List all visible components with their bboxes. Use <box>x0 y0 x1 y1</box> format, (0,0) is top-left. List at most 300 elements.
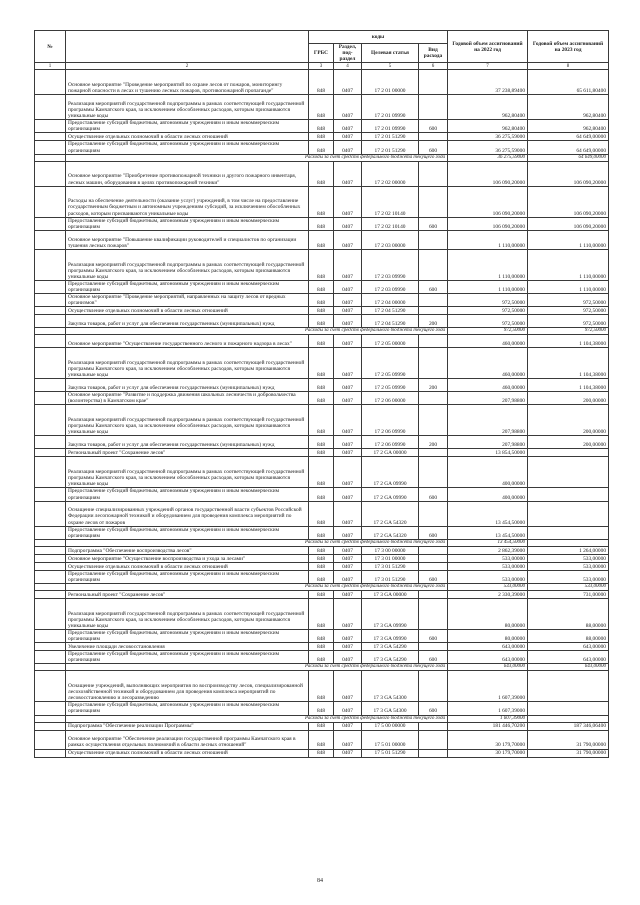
amount-2022: 533,00000 <box>448 562 528 570</box>
target-code: 17 2 02 10140 <box>362 186 419 217</box>
table-row <box>35 629 609 642</box>
page-number: 84 <box>317 878 323 884</box>
row-name: Региональный проект "Сохранение лесов" <box>66 449 309 457</box>
row-name: Предоставление субсидий бюджетным, автономным учреждениям и иным некоммерческим организациям <box>66 651 309 664</box>
section-code: 0407 <box>334 526 362 539</box>
target-code: 17 3 GA 09990 <box>362 629 419 642</box>
row-num-cell <box>35 280 66 293</box>
row-name: Увеличение площади лесовосстановления <box>66 643 309 651</box>
target-code: 17 2 06 00000 <box>362 392 419 405</box>
row-name: Реализация мероприятий государственной подпрограммы в рамках соответствующей государственной программы Камчатского края, за исключением обособленных расходов, которым присваиваются уникальные коды <box>66 405 309 436</box>
amount-2023: 972,50000 <box>528 328 609 335</box>
amount-2023: 1 264,00000 <box>528 546 609 554</box>
expense-type-code <box>419 590 448 598</box>
section-code: 0407 <box>334 722 362 730</box>
amount-2022: 460,00000 <box>448 348 528 379</box>
amount-2022: 972,50000 <box>448 328 528 335</box>
row-num-cell <box>35 307 66 315</box>
grbs-code: 848 <box>309 702 334 715</box>
row-name: Подпрограмма "Обеспечение воспроизводства лесов" <box>66 546 309 554</box>
amount-2023 <box>528 702 609 715</box>
table-row <box>35 457 609 488</box>
amount-2023: 1 110,00000 <box>528 249 609 280</box>
target-code: 17 2 06 09990 <box>362 405 419 436</box>
funding-note-row <box>35 715 609 722</box>
table-row <box>35 120 609 133</box>
row-name: Предоставление субсидий бюджетным, автономным учреждениям и иным некоммерческим организациям <box>66 120 309 133</box>
amount-2022: 106 090,20000 <box>448 186 528 217</box>
row-name: Региональный проект "Сохранение лесов" <box>66 590 309 598</box>
expense-type-code <box>419 554 448 562</box>
table-row <box>35 702 609 715</box>
amount-2022: 972,50000 <box>448 294 528 307</box>
row-name: Оснащение учреждений, выполняющих мероприятия по воспроизводству лесов, специализированной лесохозяйственной техникой и оборудованием для проведения комплекса мероприятий по лесовосстановлению и лесоразведению <box>66 671 309 702</box>
table-row <box>35 70 609 95</box>
grbs-code: 848 <box>309 546 334 554</box>
amount-2023: 533,00000 <box>528 583 609 590</box>
target-code: 17 3 GA 00000 <box>362 590 419 598</box>
row-num-cell <box>35 120 66 133</box>
amount-2023: 88,00000 <box>528 598 609 629</box>
table-row <box>35 133 609 141</box>
header-section: Раздел, под-раздел <box>334 44 362 63</box>
section-code: 0407 <box>334 570 362 583</box>
expense-type-code <box>419 405 448 436</box>
amount-2023: 962,80400 <box>528 120 609 133</box>
amount-2023 <box>528 539 609 546</box>
amount-2023: 88,00000 <box>528 629 609 642</box>
table-row <box>35 488 609 501</box>
amount-2023: 533,00000 <box>528 562 609 570</box>
section-code: 0407 <box>334 671 362 702</box>
section-code: 0407 <box>334 562 362 570</box>
target-code: 17 2 03 00000 <box>362 230 419 249</box>
section-code: 0407 <box>334 554 362 562</box>
target-code: 17 3 GA 54290 <box>362 643 419 651</box>
grbs-code: 848 <box>309 598 334 629</box>
amount-2022: 106 090,20000 <box>448 217 528 230</box>
section-code: 0407 <box>334 488 362 501</box>
amount-2023: 731,00000 <box>528 590 609 598</box>
grbs-code: 848 <box>309 161 334 186</box>
grbs-code: 848 <box>309 392 334 405</box>
table-row <box>35 671 609 702</box>
row-num-cell <box>35 590 66 598</box>
target-code: 17 3 GA 54290 <box>362 651 419 664</box>
amount-2022: 1 110,00000 <box>448 230 528 249</box>
funding-note-row <box>35 154 609 161</box>
target-code: 17 2 05 09990 <box>362 379 419 392</box>
amount-2023: 106 090,20000 <box>528 161 609 186</box>
expense-type-code <box>419 348 448 379</box>
row-num-cell <box>35 457 66 488</box>
table-row <box>35 730 609 749</box>
row-num-cell <box>35 583 66 590</box>
amount-2022: 1 607,39000 <box>448 715 528 722</box>
section-code: 0407 <box>334 280 362 293</box>
section-code: 0407 <box>334 651 362 664</box>
column-numbers-row <box>35 63 609 70</box>
column-number: 8 <box>528 63 609 70</box>
row-name: Основное мероприятие "Развитие и поддержка движения школьных лесничеств и добровольчества (волонтерства) в Камчатском крае" <box>66 392 309 405</box>
row-num-cell <box>35 554 66 562</box>
funding-note: Расходы за счет средств федерального бюджета текущего года <box>66 664 448 671</box>
section-code: 0407 <box>334 405 362 436</box>
expense-type-code <box>419 457 448 488</box>
row-name: Осуществление отдельных полномочий в области лесных отношений <box>66 307 309 315</box>
grbs-code: 848 <box>309 307 334 315</box>
grbs-code: 848 <box>309 315 334 328</box>
row-num-cell <box>35 651 66 664</box>
amount-2023: 643,00000 <box>528 651 609 664</box>
amount-2023: 643,00000 <box>528 643 609 651</box>
target-code: 17 2 03 09990 <box>362 249 419 280</box>
row-num-cell <box>35 664 66 671</box>
row-name: Расходы на обеспечение деятельности (оказание услуг) учреждений, в том числе на предоставление государственным бюджетным и автономным учреждениям субсидий, за исключением обособленных расходов, которым присваиваются уникальные коды <box>66 186 309 217</box>
table-row <box>35 161 609 186</box>
expense-type-code <box>419 392 448 405</box>
grbs-code: 848 <box>309 526 334 539</box>
amount-2022: 972,50000 <box>448 315 528 328</box>
row-name: Реализация мероприятий государственной подпрограммы в рамках соответствующей государственной программы Камчатского края, за исключением обособленных расходов, которым присваиваются уникальные коды <box>66 249 309 280</box>
funding-note-row <box>35 539 609 546</box>
table-row <box>35 186 609 217</box>
target-code: 17 2 02 10140 <box>362 217 419 230</box>
expense-type-code <box>419 307 448 315</box>
amount-2023: 1 104,38000 <box>528 335 609 348</box>
row-num-cell <box>35 328 66 335</box>
amount-2023: 1 110,00000 <box>528 280 609 293</box>
table-row <box>35 307 609 315</box>
expense-type-code <box>419 186 448 217</box>
expense-type-code <box>419 335 448 348</box>
budget-table-sheet <box>34 30 608 758</box>
target-code: 17 3 00 00000 <box>362 546 419 554</box>
expense-type-code: 600 <box>419 651 448 664</box>
column-number: 4 <box>334 63 362 70</box>
expense-type-code <box>419 70 448 95</box>
amount-2023 <box>528 501 609 526</box>
grbs-code: 848 <box>309 217 334 230</box>
amount-2023 <box>528 671 609 702</box>
amount-2022: 13 454,50000 <box>448 526 528 539</box>
row-name: Реализация мероприятий государственной подпрограммы в рамках соответствующей государственной программы Камчатского края, за исключением обособленных расходов, которым присваиваются уникальные коды <box>66 95 309 120</box>
amount-2023: 1 110,00000 <box>528 230 609 249</box>
amount-2022: 36 275,59000 <box>448 133 528 141</box>
target-code: 17 3 GA 54300 <box>362 702 419 715</box>
expense-type-code <box>419 730 448 749</box>
grbs-code: 848 <box>309 629 334 642</box>
amount-2023: 972,50000 <box>528 294 609 307</box>
amount-2022: 30 179,70000 <box>448 730 528 749</box>
table-row <box>35 405 609 436</box>
target-code: 17 2 03 09990 <box>362 280 419 293</box>
row-num-cell <box>35 488 66 501</box>
amount-2023: 65 611,80400 <box>528 70 609 95</box>
expense-type-code: 600 <box>419 217 448 230</box>
row-num-cell <box>35 449 66 457</box>
section-code: 0407 <box>334 598 362 629</box>
row-name: Предоставление субсидий бюджетным, автономным учреждениям и иным некоммерческим организациям <box>66 570 309 583</box>
amount-2022: 36 275,59000 <box>448 154 528 161</box>
row-num-cell <box>35 562 66 570</box>
amount-2022: 643,00000 <box>448 643 528 651</box>
amount-2023 <box>528 715 609 722</box>
grbs-code: 848 <box>309 554 334 562</box>
table-row <box>35 335 609 348</box>
amount-2022: 400,00000 <box>448 488 528 501</box>
target-code: 17 2 05 00000 <box>362 335 419 348</box>
budget-table <box>34 30 609 758</box>
table-row <box>35 294 609 307</box>
row-name: Предоставление субсидий бюджетным, автономным учреждениям и иным некоммерческим организациям <box>66 280 309 293</box>
funding-note: Расходы за счет средств федерального бюджета текущего года <box>66 715 448 722</box>
amount-2023: 64 649,00000 <box>528 141 609 154</box>
row-num-cell <box>35 186 66 217</box>
row-name: Реализация мероприятий государственной подпрограммы в рамках соответствующей государственной программы Камчатского края, за исключением обособленных расходов, которым присваиваются уникальные коды <box>66 348 309 379</box>
section-code: 0407 <box>334 749 362 757</box>
expense-type-code: 600 <box>419 570 448 583</box>
amount-2022: 643,00000 <box>448 651 528 664</box>
amount-2022: 643,00000 <box>448 664 528 671</box>
target-code: 17 2 01 09990 <box>362 120 419 133</box>
target-code: 17 2 06 09990 <box>362 436 419 449</box>
row-name: Основное мероприятие "Осуществление государственного лесного и пожарного надзора в лесах" <box>66 335 309 348</box>
amount-2022: 1 607,39000 <box>448 671 528 702</box>
target-code: 17 2 GA 00000 <box>362 449 419 457</box>
amount-2022: 207,98800 <box>448 392 528 405</box>
header-year-2022: Годовой объем ассигнований на 2022 год <box>448 31 528 63</box>
grbs-code: 848 <box>309 141 334 154</box>
amount-2023: 972,50000 <box>528 307 609 315</box>
table-row <box>35 590 609 598</box>
header-type: Вид расхода <box>419 44 448 63</box>
section-code: 0407 <box>334 546 362 554</box>
row-name: Предоставление субсидий бюджетным, автономным учреждениям и иным некоммерческим организациям <box>66 488 309 501</box>
target-code: 17 2 01 00000 <box>362 70 419 95</box>
section-code: 0407 <box>334 702 362 715</box>
grbs-code: 848 <box>309 449 334 457</box>
expense-type-code <box>419 546 448 554</box>
section-code: 0407 <box>334 348 362 379</box>
table-row <box>35 449 609 457</box>
table-row <box>35 315 609 328</box>
expense-type-code: 600 <box>419 526 448 539</box>
row-name: Реализация мероприятий государственной подпрограммы в рамках соответствующей государственной программы Камчатского края, за исключением обособленных расходов, которым присваиваются уникальные коды <box>66 457 309 488</box>
column-number: 3 <box>309 63 334 70</box>
amount-2023 <box>528 526 609 539</box>
amount-2022: 80,00000 <box>448 598 528 629</box>
expense-type-code <box>419 294 448 307</box>
expense-type-code: 600 <box>419 280 448 293</box>
row-name: Осуществление отдельных полномочий в области лесных отношений <box>66 562 309 570</box>
table-row <box>35 554 609 562</box>
section-code: 0407 <box>334 457 362 488</box>
section-code: 0407 <box>334 249 362 280</box>
amount-2023 <box>528 449 609 457</box>
expense-type-code <box>419 671 448 702</box>
row-num-cell <box>35 70 66 95</box>
amount-2023: 962,80400 <box>528 95 609 120</box>
row-name: Предоставление субсидий бюджетным, автономным учреждениям и иным некоммерческим организациям <box>66 217 309 230</box>
amount-2022: 400,00000 <box>448 457 528 488</box>
target-code: 17 2 01 51290 <box>362 141 419 154</box>
row-num-cell <box>35 749 66 757</box>
expense-type-code <box>419 643 448 651</box>
row-num-cell <box>35 546 66 554</box>
target-code: 17 3 GA 09990 <box>362 598 419 629</box>
row-name: Основное мероприятие "Повышение квалификации руководителей и специалистов по организации тушения лесных пожаров" <box>66 230 309 249</box>
amount-2022: 2 862,39000 <box>448 546 528 554</box>
expense-type-code: 600 <box>419 629 448 642</box>
row-name: Основное мероприятие "Проведение мероприятий, направленных на защиту лесов от вредных организмов" <box>66 294 309 307</box>
target-code: 17 2 GA 54320 <box>362 526 419 539</box>
funding-note-row <box>35 664 609 671</box>
amount-2022: 1 110,00000 <box>448 280 528 293</box>
row-name: Подпрограмма "Обеспечение реализации Программы" <box>66 722 309 730</box>
section-code: 0407 <box>334 335 362 348</box>
section-code: 0407 <box>334 141 362 154</box>
grbs-code: 848 <box>309 186 334 217</box>
row-num-cell <box>35 315 66 328</box>
expense-type-code <box>419 249 448 280</box>
target-code: 17 5 01 51290 <box>362 749 419 757</box>
expense-type-code: 600 <box>419 120 448 133</box>
section-code: 0407 <box>334 643 362 651</box>
table-row <box>35 141 609 154</box>
grbs-code: 848 <box>309 335 334 348</box>
expense-type-code <box>419 501 448 526</box>
table-row <box>35 379 609 392</box>
section-code: 0407 <box>334 294 362 307</box>
grbs-code: 848 <box>309 643 334 651</box>
row-num-cell <box>35 161 66 186</box>
expense-type-code: 200 <box>419 436 448 449</box>
row-name: Оснащение специализированных учреждений органов государственной власти субъектов Российской Федерации лесопожарной техникой и оборудованием для проведения комплекса мероприятий по охране лесов от пожаров <box>66 501 309 526</box>
header-year-2023: Годовой объем ассигнований на 2023 год <box>528 31 609 63</box>
target-code: 17 2 04 51290 <box>362 315 419 328</box>
amount-2023: 64 649,00000 <box>528 154 609 161</box>
row-num-cell <box>35 671 66 702</box>
expense-type-code <box>419 95 448 120</box>
table-row <box>35 526 609 539</box>
funding-note: Расходы за счет средств федерального бюджета текущего года <box>66 583 448 590</box>
row-name: Осуществление отдельных полномочий в области лесных отношений <box>66 133 309 141</box>
row-num-cell <box>35 436 66 449</box>
amount-2022: 533,00000 <box>448 570 528 583</box>
section-code: 0407 <box>334 590 362 598</box>
amount-2022: 30 179,70000 <box>448 749 528 757</box>
amount-2022: 106 090,20000 <box>448 161 528 186</box>
grbs-code: 848 <box>309 436 334 449</box>
row-num-cell <box>35 230 66 249</box>
grbs-code: 848 <box>309 95 334 120</box>
grbs-code: 848 <box>309 348 334 379</box>
funding-note-row <box>35 328 609 335</box>
section-code: 0407 <box>334 186 362 217</box>
grbs-code: 848 <box>309 730 334 749</box>
section-code: 0407 <box>334 161 362 186</box>
amount-2022: 2 330,39000 <box>448 590 528 598</box>
table-header <box>35 31 609 70</box>
row-name: Предоставление субсидий бюджетным, автономным учреждениям и иным некоммерческим организациям <box>66 141 309 154</box>
amount-2023: 106 090,20000 <box>528 186 609 217</box>
grbs-code: 848 <box>309 405 334 436</box>
table-row <box>35 95 609 120</box>
section-code: 0407 <box>334 379 362 392</box>
row-num-cell <box>35 501 66 526</box>
amount-2022: 13 854,50000 <box>448 449 528 457</box>
section-code: 0407 <box>334 436 362 449</box>
amount-2023: 200,00000 <box>528 405 609 436</box>
expense-type-code <box>419 598 448 629</box>
section-code: 0407 <box>334 120 362 133</box>
expense-type-code: 200 <box>419 315 448 328</box>
grbs-code: 848 <box>309 249 334 280</box>
section-code: 0407 <box>334 449 362 457</box>
grbs-code: 848 <box>309 722 334 730</box>
funding-note-row <box>35 583 609 590</box>
grbs-code: 848 <box>309 120 334 133</box>
row-num-cell <box>35 133 66 141</box>
expense-type-code <box>419 749 448 757</box>
expense-type-code: 600 <box>419 488 448 501</box>
table-row <box>35 280 609 293</box>
header-codes-group: коды <box>309 31 448 44</box>
amount-2023: 31 790,00000 <box>528 730 609 749</box>
table-row <box>35 749 609 757</box>
header-grbs: ГРБС <box>309 44 334 63</box>
row-num-cell <box>35 526 66 539</box>
amount-2022: 13 454,50000 <box>448 539 528 546</box>
target-code: 17 3 GA 54300 <box>362 671 419 702</box>
section-code: 0407 <box>334 730 362 749</box>
row-num-cell <box>35 722 66 730</box>
section-code: 0407 <box>334 307 362 315</box>
grbs-code: 848 <box>309 294 334 307</box>
row-num-cell <box>35 570 66 583</box>
table-row <box>35 570 609 583</box>
row-name: Предоставление субсидий бюджетным, автономным учреждениям и иным некоммерческим организациям <box>66 629 309 642</box>
row-num-cell <box>35 392 66 405</box>
section-code: 0407 <box>334 315 362 328</box>
amount-2022: 460,00000 <box>448 335 528 348</box>
amount-2023: 643,00000 <box>528 664 609 671</box>
row-num-cell <box>35 95 66 120</box>
row-num-cell <box>35 539 66 546</box>
section-code: 0407 <box>334 629 362 642</box>
amount-2023 <box>528 488 609 501</box>
target-code: 17 3 01 51290 <box>362 570 419 583</box>
expense-type-code <box>419 161 448 186</box>
row-num-cell <box>35 629 66 642</box>
section-code: 0407 <box>334 501 362 526</box>
row-name: Осуществление отдельных полномочий в области лесных отношений <box>66 749 309 757</box>
table-row <box>35 722 609 730</box>
amount-2022: 962,80400 <box>448 95 528 120</box>
table-row <box>35 562 609 570</box>
row-name: Закупка товаров, работ и услуг для обеспечения государственных (муниципальных) нужд <box>66 315 309 328</box>
amount-2022: 962,80400 <box>448 120 528 133</box>
amount-2022: 1 110,00000 <box>448 249 528 280</box>
amount-2023: 31 790,00000 <box>528 749 609 757</box>
funding-note: Расходы за счет средств федерального бюджета текущего года <box>66 539 448 546</box>
expense-type-code <box>419 722 448 730</box>
expense-type-code: 600 <box>419 702 448 715</box>
amount-2022: 460,00000 <box>448 379 528 392</box>
amount-2022: 37 238,89400 <box>448 70 528 95</box>
row-name: Основное мероприятие "Обеспечение реализации государственной программы Камчатского края в рамках осуществления отдельных полномочий в области лесных отношений" <box>66 730 309 749</box>
